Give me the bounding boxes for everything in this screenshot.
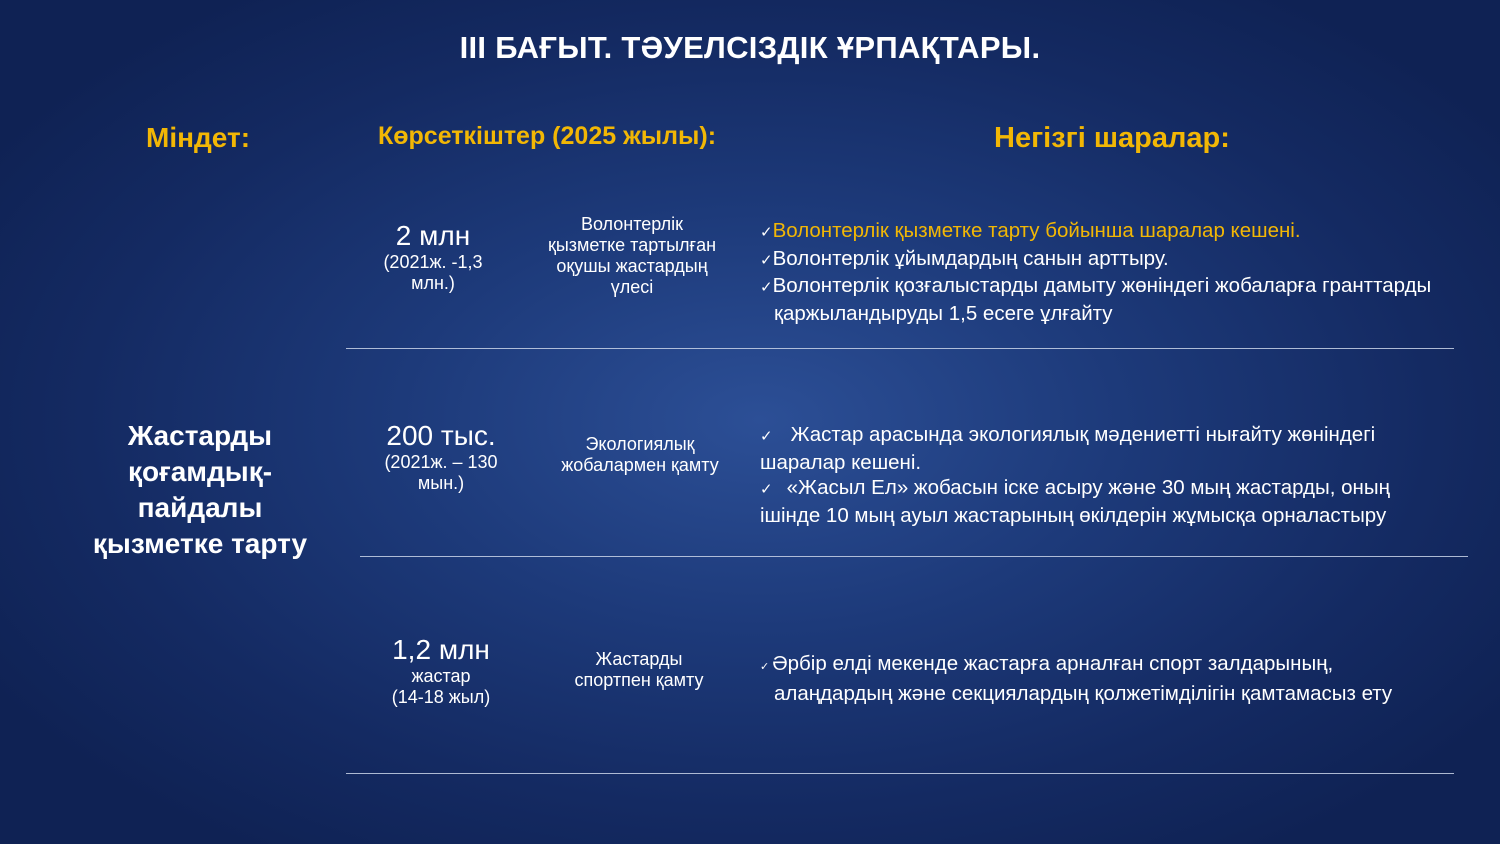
check-icon: ✓ (760, 481, 773, 498)
measures-sport (760, 651, 1440, 706)
list-item: ✓ Әрбір елді мекенде жастарға арналған спорт залдарының, (760, 652, 1334, 675)
list-item-continuation: қаржыландыруды 1,5 есеге ұлғайту (774, 301, 1113, 325)
list-item-continuation: алаңдардың және секциялардың қолжетімділігін қамтамасыз ету (774, 681, 1393, 705)
metric-sport: 1,2 млн жастар (14-18 жыл) (391, 634, 491, 707)
list-item: ✓ Жастар арасында экологиялық мәдениетті нығайту жөніндегі (760, 423, 1376, 446)
slide-title: III БАҒЫТ. ТӘУЕЛСІЗДІК ҰРПАҚТАРЫ. (459, 30, 1041, 65)
check-icon: ✓ (760, 224, 773, 241)
row-divider (346, 348, 1454, 349)
measures-ecology (760, 422, 1440, 528)
indicator-ecology: Экологиялық жобалармен қамту (561, 434, 719, 475)
measures-header: Негізгі шаралар: (994, 122, 1230, 154)
check-icon: ✓ (760, 661, 770, 673)
list-item: ✓ «Жасыл Ел» жобасын іске асыру және 30 мың жастарды, оның (760, 476, 1390, 499)
row-divider (346, 773, 1454, 774)
indicator-volunteers: Волонтерлік қызметке тартылған оқушы жастардың үлесі (547, 214, 717, 297)
row-divider (360, 556, 1468, 557)
indicators-header: Көрсеткіштер (2025 жылы): (378, 122, 717, 150)
list-item: ✓Волонтерлік ұйымдардың санын арттыру. (760, 246, 1169, 270)
check-icon: ✓ (760, 251, 773, 269)
check-icon: ✓ (760, 428, 773, 445)
metric-ecology: 200 тыс. (2021ж. – 130 мын.) (384, 420, 498, 493)
list-item: ✓Волонтерлік қозғалыстарды дамыту жөніндегі жобаларға гранттарды (760, 274, 1432, 297)
task-header: Міндет: (146, 122, 251, 153)
indicator-sport: Жастарды спортпен қамту (574, 649, 704, 690)
check-icon: ✓ (760, 279, 773, 296)
list-item-continuation: шаралар кешені. (760, 450, 922, 474)
task-text: Жастарды қоғамдық- пайдалы қызметке тарту (92, 420, 308, 559)
measures-volunteers (760, 218, 1472, 326)
metric-volunteers: 2 млн (2021ж. -1,3 млн.) (383, 220, 483, 293)
list-item-continuation: ішінде 10 мың ауыл жастарының өкілдерін жұмысқа орналастыру (760, 503, 1387, 527)
list-item: ✓Волонтерлік қызметке тарту бойынша шаралар кешені. (760, 219, 1301, 242)
